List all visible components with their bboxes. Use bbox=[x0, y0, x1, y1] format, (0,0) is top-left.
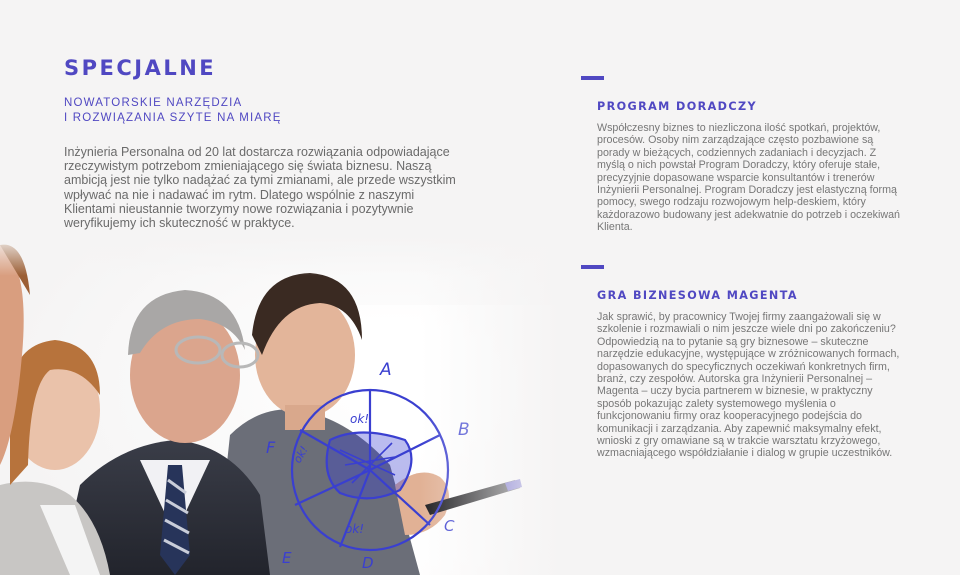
team-photo-illustration bbox=[0, 235, 560, 575]
section-accent-bar bbox=[581, 76, 604, 80]
page-title: SPECJALNE bbox=[64, 56, 217, 80]
team-photo bbox=[0, 235, 560, 575]
subtitle-line-2: I ROZWIĄZANIA SZYTE NA MIARĘ bbox=[64, 112, 282, 124]
subtitle-line-1: NOWATORSKIE NARZĘDZIA bbox=[64, 97, 243, 109]
section-body: Współczesny biznes to niezliczona ilość spotkań, projektów, procesów. Osoby nim zarządzające często pozbawione są porady w bieżących, codziennych zadaniach i decyzjach. Z myślą o nich powstał Program Doradczy, który oferuje stałe, precyzyjnie dopasowane wsparcie konsultantów i trenerów Inżynierii Personalnej. Program Doradczy jest elastyczną formą pomocy, swego rodzaju rozwojowym help-deskiem, który każdorazowo budowany jest adekwatnie do potrzeb i oczekiwań Klienta. bbox=[597, 122, 900, 234]
page-subtitle bbox=[64, 96, 282, 126]
intro-paragraph: Inżynieria Personalna od 20 lat dostarcza rozwiązania odpowiadające rzeczywistym potrzebom zmieniającego się świata biznesu. Naszą ambicją jest nie tylko nadążać za tymi zmianami, ale przede wszystkim wpływać na nie i nadawać im rytm. Dlatego wspólnie z naszymi Klientami nieustannie tworzymy nowe rozwiązania i pozytywnie weryfikujemy ich skuteczność w praktyce. bbox=[64, 145, 456, 231]
section-body: Jak sprawić, by pracownicy Twojej firmy zaangażowali się w szkolenie i rozmawiali o nim jeszcze wiele dni po zakończeniu? Odpowiedzią na to pytanie są gry biznesowe – skuteczne narzędzie edukacyjne, występujące w zróżnicowanych formach, dopasowanych do specyficznych oczekiwań konkretnych firm, branż, czy zespołów. Autorska gra Inżynierii Personalnej – Magenta – uczy bycia partnerem w biznesie, w praktyczny sposób pokazując zalety systemowego myślenia o funkcjonowaniu firmy oraz kooperacyjnego podejścia do komunikacji i zarządzania. Aby zapewnić maksymalny efekt, wnioski z gry omawiane są w trakcie warsztatu krzyżowego, wzmacniającego współdziałanie i dialog w grupie uczestników. bbox=[597, 311, 900, 460]
section-title: PROGRAM DORADCZY bbox=[597, 100, 757, 113]
section-program-doradczy bbox=[597, 100, 902, 234]
section-title: GRA BIZNESOWA MAGENTA bbox=[597, 289, 798, 302]
section-gra-biznesowa bbox=[597, 289, 902, 460]
section-accent-bar bbox=[581, 265, 604, 269]
